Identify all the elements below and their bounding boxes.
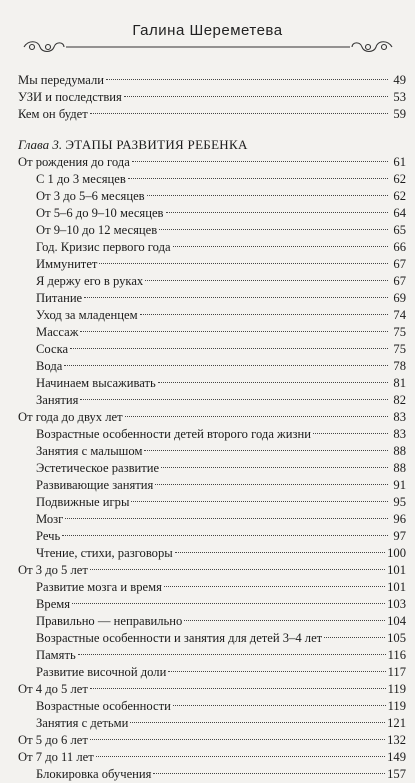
- toc-entry-title: Начинаем высаживать: [36, 376, 156, 390]
- toc-page-number: 83: [393, 427, 406, 441]
- toc-subentry: [18, 307, 406, 324]
- toc-entry-title: Питание: [36, 291, 83, 305]
- toc-page-number: 81: [393, 376, 406, 390]
- toc-subentry: [18, 273, 406, 290]
- toc-entry-title: Речь: [36, 529, 61, 543]
- toc-entry-title: Развитие височной доли: [36, 665, 167, 679]
- toc-page-number: 62: [393, 189, 406, 203]
- toc-entry-title: Чтение, стихи, разговоры: [36, 546, 173, 560]
- toc-subentry: [18, 256, 406, 273]
- toc-entry-title: Массаж: [36, 325, 79, 339]
- chapter-heading: [18, 136, 406, 154]
- dot-leader: [106, 79, 388, 80]
- toc-subentry: [18, 596, 406, 613]
- toc-entry: [18, 106, 406, 123]
- toc-page-number: 105: [387, 631, 406, 645]
- toc-subentry: [18, 324, 406, 341]
- toc-entry-title: Блокировка обучения: [36, 767, 152, 781]
- table-of-contents: [18, 72, 406, 783]
- toc-page-number: 121: [387, 716, 406, 730]
- dot-leader: [164, 586, 385, 587]
- toc-page-number: 88: [393, 461, 406, 475]
- dot-leader: [62, 535, 388, 536]
- toc-page-number: 66: [393, 240, 406, 254]
- toc-entry: [18, 72, 406, 89]
- toc-subentry: [18, 375, 406, 392]
- dot-leader: [155, 484, 388, 485]
- toc-entry-title: От 3 до 5 лет: [18, 563, 88, 577]
- dot-leader: [166, 212, 388, 213]
- toc-page-number: 97: [393, 529, 406, 543]
- dot-leader: [131, 501, 388, 502]
- toc-entry-title: Иммунитет: [36, 257, 98, 271]
- toc-entry-title: Развивающие занятия: [36, 478, 154, 492]
- toc-entry: [18, 409, 406, 426]
- dot-leader: [128, 178, 388, 179]
- toc-entry-title: Развитие мозга и время: [36, 580, 162, 594]
- chapter-label: Глава 3.: [18, 137, 63, 152]
- toc-page-number: 67: [393, 257, 406, 271]
- toc-page-number: 100: [387, 546, 406, 560]
- toc-entry-title: Подвижные игры: [36, 495, 130, 509]
- toc-page-number: 65: [393, 223, 406, 237]
- dot-leader: [324, 637, 385, 638]
- dot-leader: [99, 263, 388, 264]
- dot-leader: [80, 331, 388, 332]
- toc-entry-title: От 5–6 до 9–10 месяцев: [36, 206, 164, 220]
- toc-subentry: [18, 579, 406, 596]
- toc-subentry: [18, 426, 406, 443]
- toc-entry-title: От 4 до 5 лет: [18, 682, 88, 696]
- dot-leader: [168, 671, 385, 672]
- toc-subentry: [18, 766, 406, 783]
- toc-page-number: 49: [393, 73, 406, 87]
- toc-entry-title: Занятия с малышом: [36, 444, 143, 458]
- dot-leader: [184, 620, 385, 621]
- dot-leader: [124, 96, 388, 97]
- toc-subentry: [18, 528, 406, 545]
- dot-leader: [130, 722, 385, 723]
- toc-subentry: [18, 647, 406, 664]
- toc-subentry: [18, 205, 406, 222]
- toc-page-number: 104: [387, 614, 406, 628]
- toc-subentry: [18, 613, 406, 630]
- toc-entry-title: Занятия с детьми: [36, 716, 129, 730]
- dot-leader: [125, 416, 388, 417]
- toc-page-number: 53: [393, 90, 406, 104]
- toc-subentry: [18, 477, 406, 494]
- dot-leader: [147, 195, 388, 196]
- dot-leader: [64, 365, 388, 366]
- dot-leader: [313, 433, 388, 434]
- dot-leader: [159, 229, 388, 230]
- toc-entry-title: Эстетическое развитие: [36, 461, 160, 475]
- toc-page-number: 101: [387, 580, 406, 594]
- toc-entry-title: Возрастные особенности: [36, 699, 171, 713]
- dot-leader: [90, 113, 388, 114]
- toc-page-number: 64: [393, 206, 406, 220]
- toc-subentry: [18, 392, 406, 409]
- dot-leader: [132, 161, 388, 162]
- toc-entry: [18, 732, 406, 749]
- toc-page-number: 132: [387, 733, 406, 747]
- toc-page-number: 88: [393, 444, 406, 458]
- dot-leader: [145, 280, 388, 281]
- toc-page-number: 119: [387, 682, 406, 696]
- toc-entry-title: Правильно — неправильно: [36, 614, 183, 628]
- toc-subentry: [18, 222, 406, 239]
- toc-entry: [18, 89, 406, 106]
- toc-entry-title: Мы передумали: [18, 73, 105, 87]
- dot-leader: [72, 603, 385, 604]
- toc-page-number: 149: [387, 750, 406, 764]
- toc-subentry: [18, 545, 406, 562]
- toc-page-number: 119: [387, 699, 406, 713]
- toc-page-number: 116: [387, 648, 406, 662]
- dot-leader: [70, 348, 388, 349]
- toc-entry-title: Вода: [36, 359, 63, 373]
- toc-entry-title: Кем он будет: [18, 107, 88, 121]
- toc-entry-title: От 3 до 5–6 месяцев: [36, 189, 145, 203]
- dot-leader: [96, 756, 385, 757]
- toc-page-number: 67: [393, 274, 406, 288]
- dot-leader: [158, 382, 388, 383]
- running-header-author: Галина Шереметева: [132, 22, 283, 39]
- toc-intro-list: [18, 72, 406, 123]
- dot-leader: [80, 399, 388, 400]
- toc-entry: [18, 749, 406, 766]
- toc-page-number: 101: [387, 563, 406, 577]
- chapter-title: ЭТАПЫ РАЗВИТИЯ РЕБЕНКА: [65, 137, 248, 152]
- dot-leader: [65, 518, 388, 519]
- toc-entry: [18, 154, 406, 171]
- toc-entry-title: От 7 до 11 лет: [18, 750, 94, 764]
- toc-entry-title: От 5 до 6 лет: [18, 733, 88, 747]
- toc-entry: [18, 562, 406, 579]
- toc-page-number: 62: [393, 172, 406, 186]
- dot-leader: [153, 773, 385, 774]
- dot-leader: [144, 450, 388, 451]
- toc-entry-title: От 9–10 до 12 месяцев: [36, 223, 158, 237]
- toc-subentry: [18, 239, 406, 256]
- toc-subentry: [18, 460, 406, 477]
- dot-leader: [173, 705, 386, 706]
- toc-subentry: [18, 443, 406, 460]
- toc-subentry: [18, 664, 406, 681]
- toc-page-number: 69: [393, 291, 406, 305]
- toc-subentry: [18, 290, 406, 307]
- ornament-rule: [18, 38, 398, 56]
- toc-entry-title: Год. Кризис первого года: [36, 240, 171, 254]
- toc-entry-title: Возрастные особенности детей второго года жизни: [36, 427, 311, 441]
- toc-chapter-list: [18, 154, 406, 783]
- toc-page-number: 61: [393, 155, 406, 169]
- toc-entry-title: УЗИ и последствия: [18, 90, 122, 104]
- toc-page-number: 117: [387, 665, 406, 679]
- toc-entry: [18, 681, 406, 698]
- toc-entry-title: Уход за младенцем: [36, 308, 138, 322]
- dot-leader: [90, 569, 385, 570]
- toc-page-number: 78: [393, 359, 406, 373]
- toc-entry-title: Возрастные особенности и занятия для детей 3–4 лет: [36, 631, 323, 645]
- toc-entry-title: Я держу его в руках: [36, 274, 144, 288]
- toc-subentry: [18, 341, 406, 358]
- toc-subentry: [18, 171, 406, 188]
- toc-subentry: [18, 630, 406, 647]
- toc-entry-title: От года до двух лет: [18, 410, 123, 424]
- dot-leader: [84, 297, 388, 298]
- dot-leader: [140, 314, 388, 315]
- dot-leader: [173, 246, 388, 247]
- toc-subentry: [18, 698, 406, 715]
- toc-entry-title: Память: [36, 648, 76, 662]
- dot-leader: [90, 688, 386, 689]
- toc-subentry: [18, 511, 406, 528]
- dot-leader: [90, 739, 385, 740]
- toc-page-number: 103: [387, 597, 406, 611]
- toc-page-number: 74: [393, 308, 406, 322]
- toc-page-number: 75: [393, 342, 406, 356]
- toc-subentry: [18, 188, 406, 205]
- toc-entry-title: С 1 до 3 месяцев: [36, 172, 126, 186]
- section-gap: [18, 123, 406, 136]
- toc-entry-title: Занятия: [36, 393, 79, 407]
- toc-page-number: 82: [393, 393, 406, 407]
- toc-subentry: [18, 494, 406, 511]
- toc-page-number: 75: [393, 325, 406, 339]
- dot-leader: [78, 654, 386, 655]
- toc-page-number: 157: [387, 767, 406, 781]
- toc-entry-title: Время: [36, 597, 71, 611]
- toc-subentry: [18, 715, 406, 732]
- dot-leader: [175, 552, 385, 553]
- toc-entry-title: Мозг: [36, 512, 64, 526]
- toc-page-number: 91: [393, 478, 406, 492]
- toc-entry-title: От рождения до года: [18, 155, 130, 169]
- toc-page-number: 96: [393, 512, 406, 526]
- toc-entry-title: Соска: [36, 342, 69, 356]
- toc-page-number: 83: [393, 410, 406, 424]
- dot-leader: [161, 467, 388, 468]
- toc-page-number: 95: [393, 495, 406, 509]
- toc-page-number: 59: [393, 107, 406, 121]
- toc-subentry: [18, 358, 406, 375]
